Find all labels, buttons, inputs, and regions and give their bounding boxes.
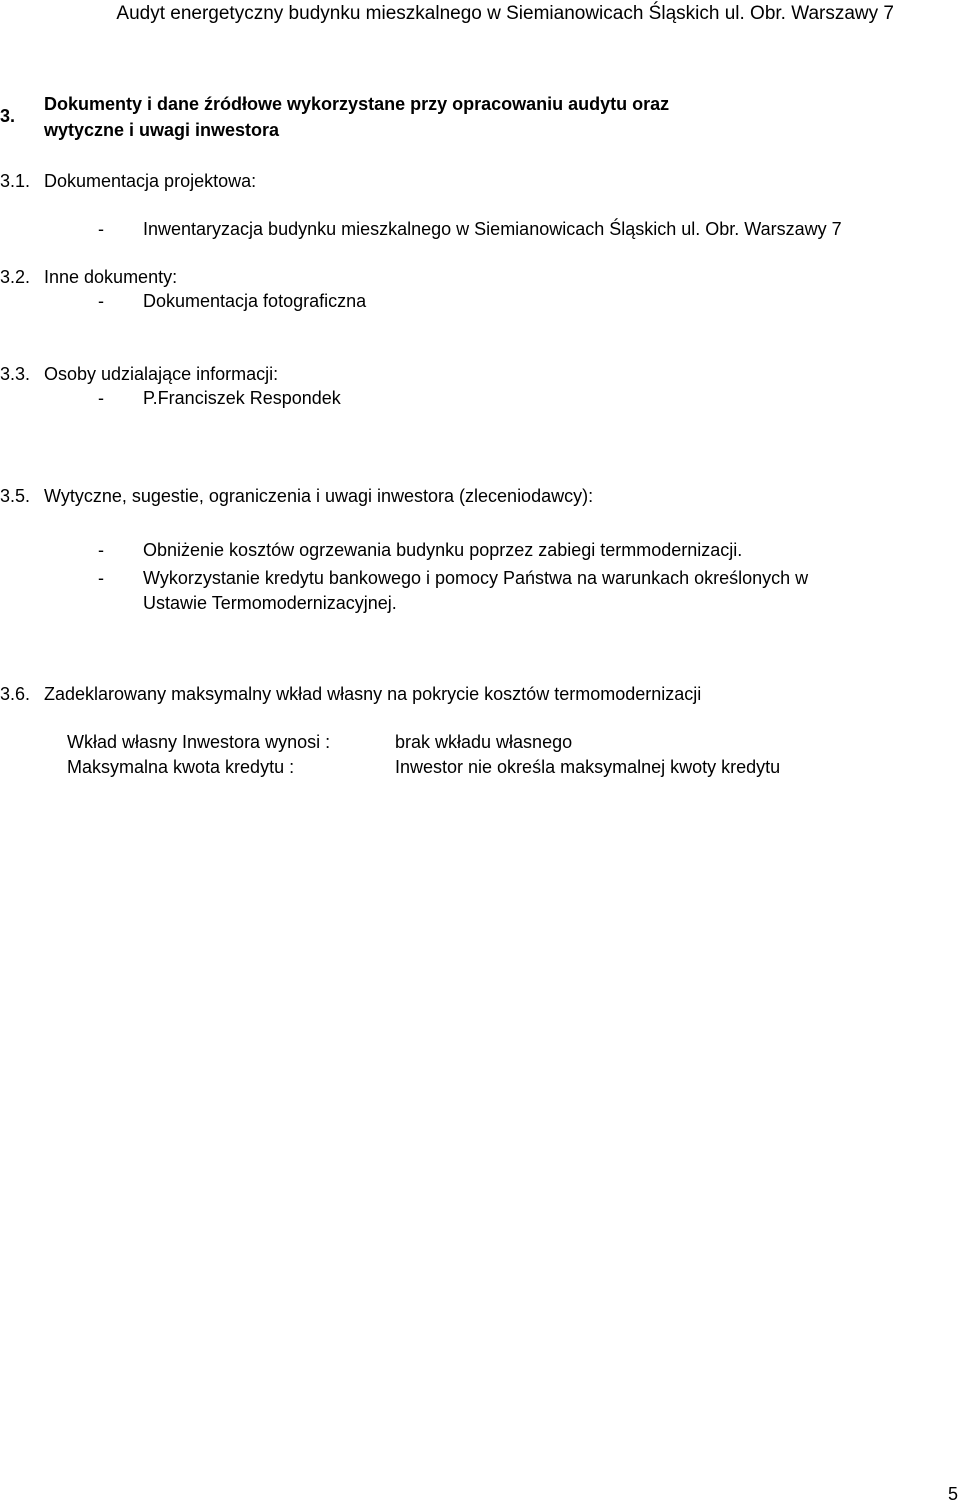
list-bullet: - [98, 540, 104, 560]
list-bullet: - [98, 388, 104, 408]
field-value: Inwestor nie określa maksymalnej kwoty kredytu [395, 757, 781, 777]
list-bullet: - [98, 568, 104, 588]
field-label: Maksymalna kwota kredytu : [67, 757, 295, 777]
subsection-3-6-title: Zadeklarowany maksymalny wkład własny na pokrycie kosztów termomodernizacji [44, 684, 702, 704]
subsection-3-2-number: 3.2. [0, 267, 31, 287]
list-item-line-1: Wykorzystanie kredytu bankowego i pomocy Państwa na warunkach określonych w [143, 568, 809, 588]
list-item: Inwentaryzacja budynku mieszkalnego w Siemianowicach Śląskich ul. Obr. Warszawy 7 [143, 219, 842, 239]
section-number: 3. [0, 106, 16, 126]
page-header: Audyt energetyczny budynku mieszkalnego w Siemianowicach Śląskich ul. Obr. Warszawy 7 [116, 3, 894, 24]
field-value: brak wkładu własnego [395, 732, 573, 752]
subsection-3-1-number: 3.1. [0, 171, 31, 191]
section-title-line-2: wytyczne i uwagi inwestora [44, 120, 280, 140]
list-item: Dokumentacja fotograficzna [143, 291, 367, 311]
subsection-3-5-number: 3.5. [0, 486, 31, 506]
list-bullet: - [98, 219, 104, 239]
subsection-3-3-title: Osoby udzialające informacji: [44, 364, 279, 384]
list-item-line-2: Ustawie Termomodernizacyjnej. [143, 593, 397, 613]
page-number: 5 [948, 1484, 959, 1504]
subsection-3-6-number: 3.6. [0, 684, 31, 704]
list-bullet: - [98, 291, 104, 311]
section-title [44, 91, 764, 143]
list-item: Obniżenie kosztów ogrzewania budynku poprzez zabiegi termmodernizacji. [143, 540, 743, 560]
subsection-3-2-title: Inne dokumenty: [44, 267, 178, 287]
subsection-3-1-title: Dokumentacja projektowa: [44, 171, 257, 191]
subsection-3-3-number: 3.3. [0, 364, 31, 384]
section-title-line-1: Dokumenty i dane źródłowe wykorzystane przy opracowaniu audytu oraz [44, 94, 670, 114]
list-item: P.Franciszek Respondek [143, 388, 341, 408]
field-label: Wkład własny Inwestora wynosi : [67, 732, 331, 752]
subsection-3-5-title: Wytyczne, sugestie, ograniczenia i uwagi inwestora (zleceniodawcy): [44, 486, 594, 506]
